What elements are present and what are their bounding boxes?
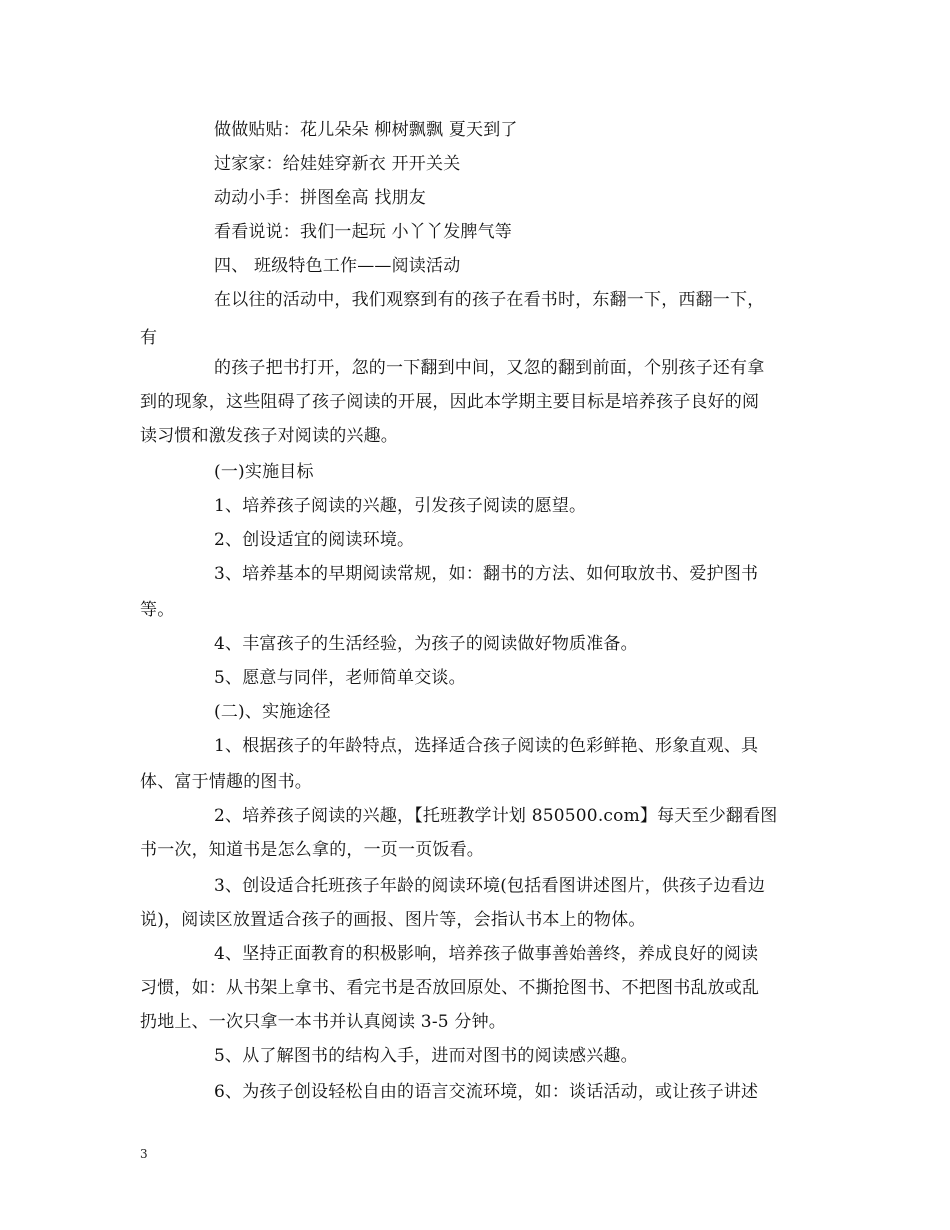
subheading: (二)、实施途径	[214, 702, 331, 722]
list-item: 2、创设适宜的阅读环境。	[214, 530, 415, 550]
paragraph-line: 过家家：给娃娃穿新衣 开开关关	[214, 154, 461, 174]
list-item: 2、培养孩子阅读的兴趣，【托班教学计划 850500.com】每天至少翻看图	[214, 806, 778, 826]
list-item: 3、培养基本的早期阅读常规，如：翻书的方法、如何取放书、爱护图书	[214, 564, 759, 584]
section-heading: 四、 班级特色工作——阅读活动	[214, 256, 461, 276]
paragraph-line: 在以往的活动中，我们观察到有的孩子在看书时，东翻一下，西翻一下，	[214, 290, 765, 310]
list-item-continuation: 体、富于情趣的图书。	[140, 772, 312, 792]
subheading: (一)实施目标	[214, 462, 314, 482]
paragraph-line: 读习惯和激发孩子对阅读的兴趣。	[140, 426, 398, 446]
list-item: 1、根据孩子的年龄特点，选择适合孩子阅读的色彩鲜艳、形象直观、具	[214, 736, 759, 756]
paragraph-line: 的孩子把书打开，忽的一下翻到中间，又忽的翻到前面，个别孩子还有拿	[214, 358, 765, 378]
list-item-continuation: 等。	[140, 600, 175, 620]
paragraph-line: 做做贴贴：花儿朵朵 柳树飘飘 夏天到了	[214, 120, 518, 140]
paragraph-line: 动动小手：拼图垒高 找朋友	[214, 188, 427, 208]
paragraph-line: 看看说说：我们一起玩 小丫丫发脾气等	[214, 222, 513, 242]
paragraph-line: 有	[140, 328, 158, 348]
list-item: 4、坚持正面教育的积极影响，培养孩子做事善始善终，养成良好的阅读	[214, 944, 759, 964]
list-item: 6、为孩子创设轻松自由的语言交流环境，如：谈话活动，或让孩子讲述	[214, 1082, 759, 1102]
paragraph-line: 到的现象，这些阻碍了孩子阅读的开展，因此本学期主要目标是培养孩子良好的阅	[140, 392, 760, 412]
list-item: 4、丰富孩子的生活经验，为孩子的阅读做好物质准备。	[214, 634, 638, 654]
list-item-continuation: 书一次，知道书是怎么拿的，一页一页饭看。	[140, 840, 484, 860]
list-item-continuation: 习惯，如：从书架上拿书、看完书是否放回原处、不撕抢图书、不把图书乱放或乱	[140, 978, 760, 998]
list-item: 5、愿意与同伴，老师简单交谈。	[214, 668, 466, 688]
list-item: 1、培养孩子阅读的兴趣，引发孩子阅读的愿望。	[214, 496, 587, 516]
list-item: 3、创设适合托班孩子年龄的阅读环境(包括看图讲述图片，供孩子边看边	[214, 876, 766, 896]
list-item-continuation: 说)，阅读区放置适合孩子的画报、图片等，会指认书本上的物体。	[140, 910, 646, 930]
page-number: 3	[140, 1147, 148, 1161]
list-item-continuation: 扔地上、一次只拿一本书并认真阅读 3-5 分钟。	[140, 1012, 506, 1032]
list-item: 5、从了解图书的结构入手，进而对图书的阅读感兴趣。	[214, 1046, 638, 1066]
